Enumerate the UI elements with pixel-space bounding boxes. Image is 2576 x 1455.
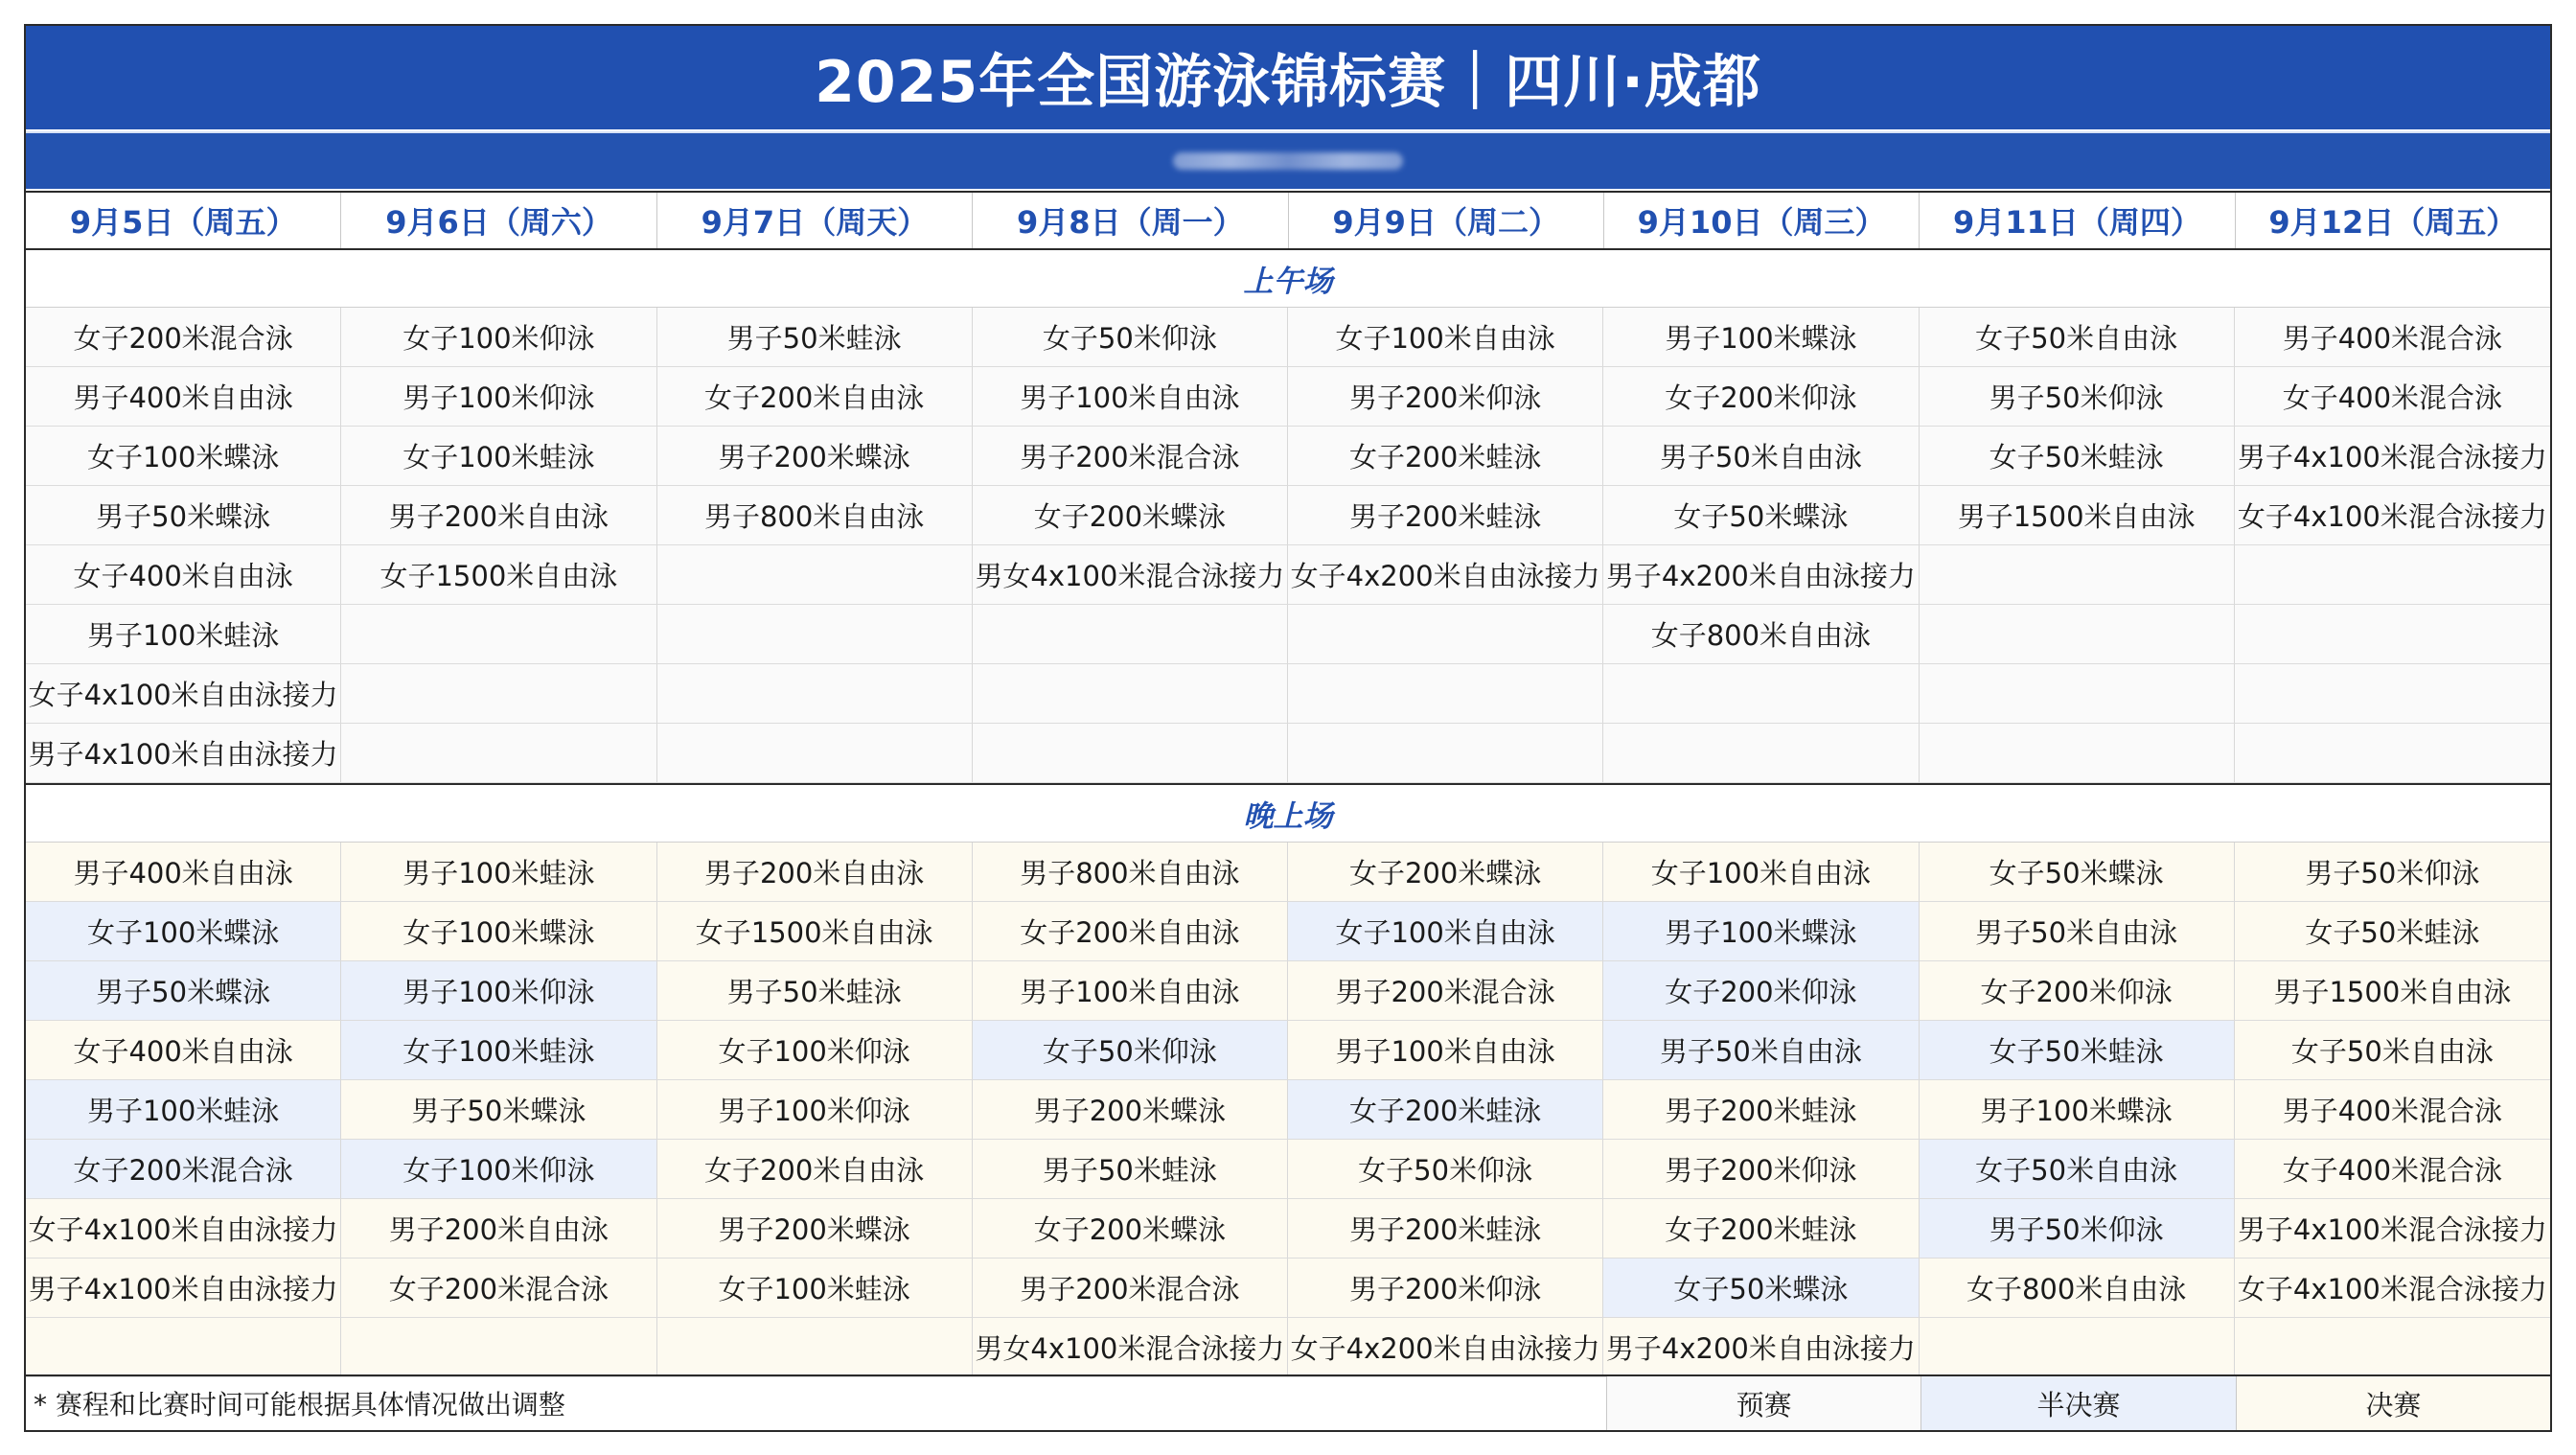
day-header: 9月8日（周一）	[973, 193, 1288, 248]
evening-event-cell: 男子4x100米自由泳接力	[26, 1259, 341, 1318]
morning-event-cell	[1920, 724, 2235, 783]
evening-event-cell: 女子400米自由泳	[26, 1021, 341, 1080]
morning-event-cell	[2235, 724, 2550, 783]
evening-event-cell: 男子200米自由泳	[341, 1199, 656, 1259]
evening-event-cell: 女子1500米自由泳	[657, 902, 973, 961]
morning-event-cell: 男子100米自由泳	[973, 367, 1288, 427]
morning-event-cell	[973, 664, 1288, 724]
evening-event-cell: 女子4x100米混合泳接力	[2235, 1259, 2550, 1318]
morning-event-cell	[1920, 545, 2235, 605]
evening-event-cell: 女子200米混合泳	[341, 1259, 656, 1318]
morning-event-cell: 男子4x100米自由泳接力	[26, 724, 341, 783]
evening-event-cell: 男子100米仰泳	[341, 961, 656, 1021]
morning-event-cell	[1288, 664, 1603, 724]
morning-event-cell: 女子100米蛙泳	[341, 427, 656, 486]
schedule-sheet	[24, 24, 2552, 1432]
day-header: 9月9日（周二）	[1289, 193, 1604, 248]
morning-event-cell	[657, 724, 973, 783]
evening-section-label: 晚上场	[26, 785, 2550, 843]
evening-event-cell: 男子100米蛙泳	[26, 1080, 341, 1140]
morning-event-cell: 男子4x200米自由泳接力	[1603, 545, 1919, 605]
evening-event-cell: 女子200米蛙泳	[1603, 1199, 1919, 1259]
morning-event-cell	[1920, 664, 2235, 724]
day-header: 9月6日（周六）	[341, 193, 656, 248]
morning-event-cell: 男子200米仰泳	[1288, 367, 1603, 427]
morning-event-cell: 男子800米自由泳	[657, 486, 973, 545]
morning-event-cell	[2235, 545, 2550, 605]
morning-event-cell: 男子50米仰泳	[1920, 367, 2235, 427]
morning-event-cell: 男子50米蝶泳	[26, 486, 341, 545]
morning-event-cell: 男子200米混合泳	[973, 427, 1288, 486]
evening-event-cell: 男子200米混合泳	[1288, 961, 1603, 1021]
morning-event-cell	[657, 664, 973, 724]
morning-event-cell: 女子400米自由泳	[26, 545, 341, 605]
morning-event-cell: 女子4x100米自由泳接力	[26, 664, 341, 724]
evening-event-cell: 男子200米蛙泳	[1288, 1199, 1603, 1259]
evening-event-cell: 男子50米自由泳	[1603, 1021, 1919, 1080]
footer-note: * 赛程和比赛时间可能根据具体情况做出调整	[34, 1389, 565, 1420]
morning-event-cell	[973, 724, 1288, 783]
morning-event-cell	[973, 605, 1288, 664]
evening-event-cell: 女子50米仰泳	[973, 1021, 1288, 1080]
morning-event-cell	[657, 605, 973, 664]
evening-event-cell: 女子800米自由泳	[1920, 1259, 2235, 1318]
morning-event-cell: 男子200米自由泳	[341, 486, 656, 545]
evening-event-cell	[657, 1318, 973, 1377]
evening-event-cell: 男子200米仰泳	[1288, 1259, 1603, 1318]
evening-event-cell: 男子50米蝶泳	[341, 1080, 656, 1140]
evening-event-cell: 女子200米蝶泳	[1288, 843, 1603, 902]
evening-event-cell: 女子100米自由泳	[1288, 902, 1603, 961]
evening-event-cell: 男子200米蛙泳	[1603, 1080, 1919, 1140]
morning-grid	[26, 308, 2550, 783]
evening-event-cell: 男子200米混合泳	[973, 1259, 1288, 1318]
evening-event-cell: 男女4x100米混合泳接力	[973, 1318, 1288, 1377]
morning-event-cell	[2235, 664, 2550, 724]
morning-event-cell: 男子100米蝶泳	[1603, 308, 1919, 367]
morning-event-cell	[657, 545, 973, 605]
morning-event-cell: 女子1500米自由泳	[341, 545, 656, 605]
morning-event-cell: 女子200米混合泳	[26, 308, 341, 367]
evening-event-cell: 女子200米蝶泳	[973, 1199, 1288, 1259]
day-header: 9月12日（周五）	[2268, 204, 2518, 241]
morning-event-cell	[341, 664, 656, 724]
evening-event-cell: 男子400米混合泳	[2235, 1080, 2550, 1140]
evening-event-cell: 女子100米蝶泳	[26, 902, 341, 961]
morning-event-cell	[1920, 605, 2235, 664]
day-header: 9月5日（周五）	[26, 193, 341, 248]
page-title: 2025年全国游泳锦标赛｜四川·成都	[26, 26, 2550, 129]
morning-event-cell: 男子4x100米混合泳接力	[2235, 427, 2550, 486]
evening-event-cell: 男子100米仰泳	[657, 1080, 973, 1140]
morning-event-cell: 女子50米仰泳	[973, 308, 1288, 367]
evening-event-cell: 女子100米仰泳	[341, 1140, 656, 1199]
evening-event-cell: 男子50米仰泳	[2235, 843, 2550, 902]
subtitle-bar	[26, 131, 2550, 189]
evening-event-cell: 女子50米蝶泳	[1603, 1259, 1919, 1318]
day-header: 9月7日（周天）	[657, 193, 973, 248]
morning-event-cell: 女子200米蛙泳	[1288, 427, 1603, 486]
morning-event-cell	[1603, 664, 1919, 724]
morning-event-cell	[341, 605, 656, 664]
blurred-subtitle	[1173, 152, 1403, 170]
evening-event-cell: 男子50米蝶泳	[26, 961, 341, 1021]
day-header: 9月11日（周四）	[1920, 193, 2235, 248]
morning-event-cell: 男子200米蛙泳	[1288, 486, 1603, 545]
evening-event-cell: 女子50米蛙泳	[2235, 902, 2550, 961]
morning-event-cell: 男子50米蛙泳	[657, 308, 973, 367]
legend-finals: 决赛	[2236, 1376, 2550, 1430]
evening-event-cell: 男子200米自由泳	[657, 843, 973, 902]
morning-event-cell: 女子400米混合泳	[2235, 367, 2550, 427]
morning-event-cell: 女子50米蝶泳	[1603, 486, 1919, 545]
morning-event-cell	[341, 724, 656, 783]
evening-event-cell: 女子100米蛙泳	[657, 1259, 973, 1318]
morning-event-cell: 女子200米蝶泳	[973, 486, 1288, 545]
morning-event-cell: 男子100米蛙泳	[26, 605, 341, 664]
morning-event-cell: 女子50米蛙泳	[1920, 427, 2235, 486]
evening-event-cell: 男子4x200米自由泳接力	[1603, 1318, 1919, 1377]
day-header-row	[26, 191, 2550, 250]
evening-event-cell: 男子50米自由泳	[1920, 902, 2235, 961]
legend-heats: 预赛	[1606, 1376, 1920, 1430]
evening-event-cell	[2235, 1318, 2550, 1377]
morning-event-cell: 女子200米仰泳	[1603, 367, 1919, 427]
evening-event-cell: 男子50米蛙泳	[973, 1140, 1288, 1199]
evening-event-cell: 女子50米自由泳	[2235, 1021, 2550, 1080]
evening-event-cell: 女子50米仰泳	[1288, 1140, 1603, 1199]
footer	[26, 1374, 2550, 1430]
morning-event-cell: 男女4x100米混合泳接力	[973, 545, 1288, 605]
evening-event-cell: 男子50米蛙泳	[657, 961, 973, 1021]
evening-event-cell: 男子200米仰泳	[1603, 1140, 1919, 1199]
morning-event-cell: 女子4x200米自由泳接力	[1288, 545, 1603, 605]
morning-event-cell	[1288, 724, 1603, 783]
evening-event-cell: 女子400米混合泳	[2235, 1140, 2550, 1199]
evening-event-cell: 女子200米仰泳	[1603, 961, 1919, 1021]
morning-event-cell: 女子50米自由泳	[1920, 308, 2235, 367]
day-header: 9月10日（周三）	[1604, 193, 1920, 248]
morning-event-cell: 男子100米仰泳	[341, 367, 656, 427]
evening-event-cell: 女子100米自由泳	[1603, 843, 1919, 902]
morning-event-cell	[2235, 605, 2550, 664]
morning-event-cell: 女子200米自由泳	[657, 367, 973, 427]
evening-event-cell: 女子100米仰泳	[657, 1021, 973, 1080]
morning-section-label: 上午场	[26, 250, 2550, 308]
evening-event-cell	[341, 1318, 656, 1377]
evening-event-cell: 男子800米自由泳	[973, 843, 1288, 902]
evening-event-cell: 男子1500米自由泳	[2235, 961, 2550, 1021]
morning-event-cell: 男子200米蝶泳	[657, 427, 973, 486]
morning-event-cell: 女子4x100米混合泳接力	[2235, 486, 2550, 545]
evening-event-cell: 女子50米自由泳	[1920, 1140, 2235, 1199]
evening-event-cell: 男子100米蝶泳	[1920, 1080, 2235, 1140]
evening-event-cell: 男子200米蝶泳	[973, 1080, 1288, 1140]
morning-event-cell: 男子1500米自由泳	[1920, 486, 2235, 545]
morning-event-cell: 女子100米仰泳	[341, 308, 656, 367]
evening-event-cell: 女子200米仰泳	[1920, 961, 2235, 1021]
morning-event-cell: 女子800米自由泳	[1603, 605, 1919, 664]
evening-event-cell: 男子100米蝶泳	[1603, 902, 1919, 961]
evening-event-cell: 男子100米自由泳	[1288, 1021, 1603, 1080]
evening-event-cell: 男子200米蝶泳	[657, 1199, 973, 1259]
evening-event-cell: 男子100米自由泳	[973, 961, 1288, 1021]
evening-event-cell	[26, 1318, 341, 1377]
evening-event-cell: 女子4x100米自由泳接力	[26, 1199, 341, 1259]
evening-event-cell: 女子50米蛙泳	[1920, 1021, 2235, 1080]
morning-event-cell: 女子100米蝶泳	[26, 427, 341, 486]
morning-event-cell: 男子50米自由泳	[1603, 427, 1919, 486]
legend-semifinals: 半决赛	[1920, 1376, 2235, 1430]
evening-grid	[26, 843, 2550, 1377]
evening-event-cell: 女子100米蝶泳	[341, 902, 656, 961]
evening-event-cell: 男子100米蛙泳	[341, 843, 656, 902]
morning-event-cell: 男子400米自由泳	[26, 367, 341, 427]
evening-event-cell: 男子400米自由泳	[26, 843, 341, 902]
evening-event-cell: 男子4x100米混合泳接力	[2235, 1199, 2550, 1259]
morning-event-cell	[1603, 724, 1919, 783]
evening-event-cell: 女子50米蝶泳	[1920, 843, 2235, 902]
morning-event-cell	[1288, 605, 1603, 664]
evening-event-cell: 女子4x200米自由泳接力	[1288, 1318, 1603, 1377]
evening-event-cell: 女子200米自由泳	[973, 902, 1288, 961]
morning-event-cell: 女子100米自由泳	[1288, 308, 1603, 367]
evening-event-cell: 女子200米混合泳	[26, 1140, 341, 1199]
evening-event-cell: 女子100米蛙泳	[341, 1021, 656, 1080]
evening-event-cell: 男子50米仰泳	[1920, 1199, 2235, 1259]
morning-event-cell: 男子400米混合泳	[2235, 308, 2550, 367]
evening-event-cell	[1920, 1318, 2235, 1377]
evening-event-cell: 女子200米蛙泳	[1288, 1080, 1603, 1140]
evening-event-cell: 女子200米自由泳	[657, 1140, 973, 1199]
